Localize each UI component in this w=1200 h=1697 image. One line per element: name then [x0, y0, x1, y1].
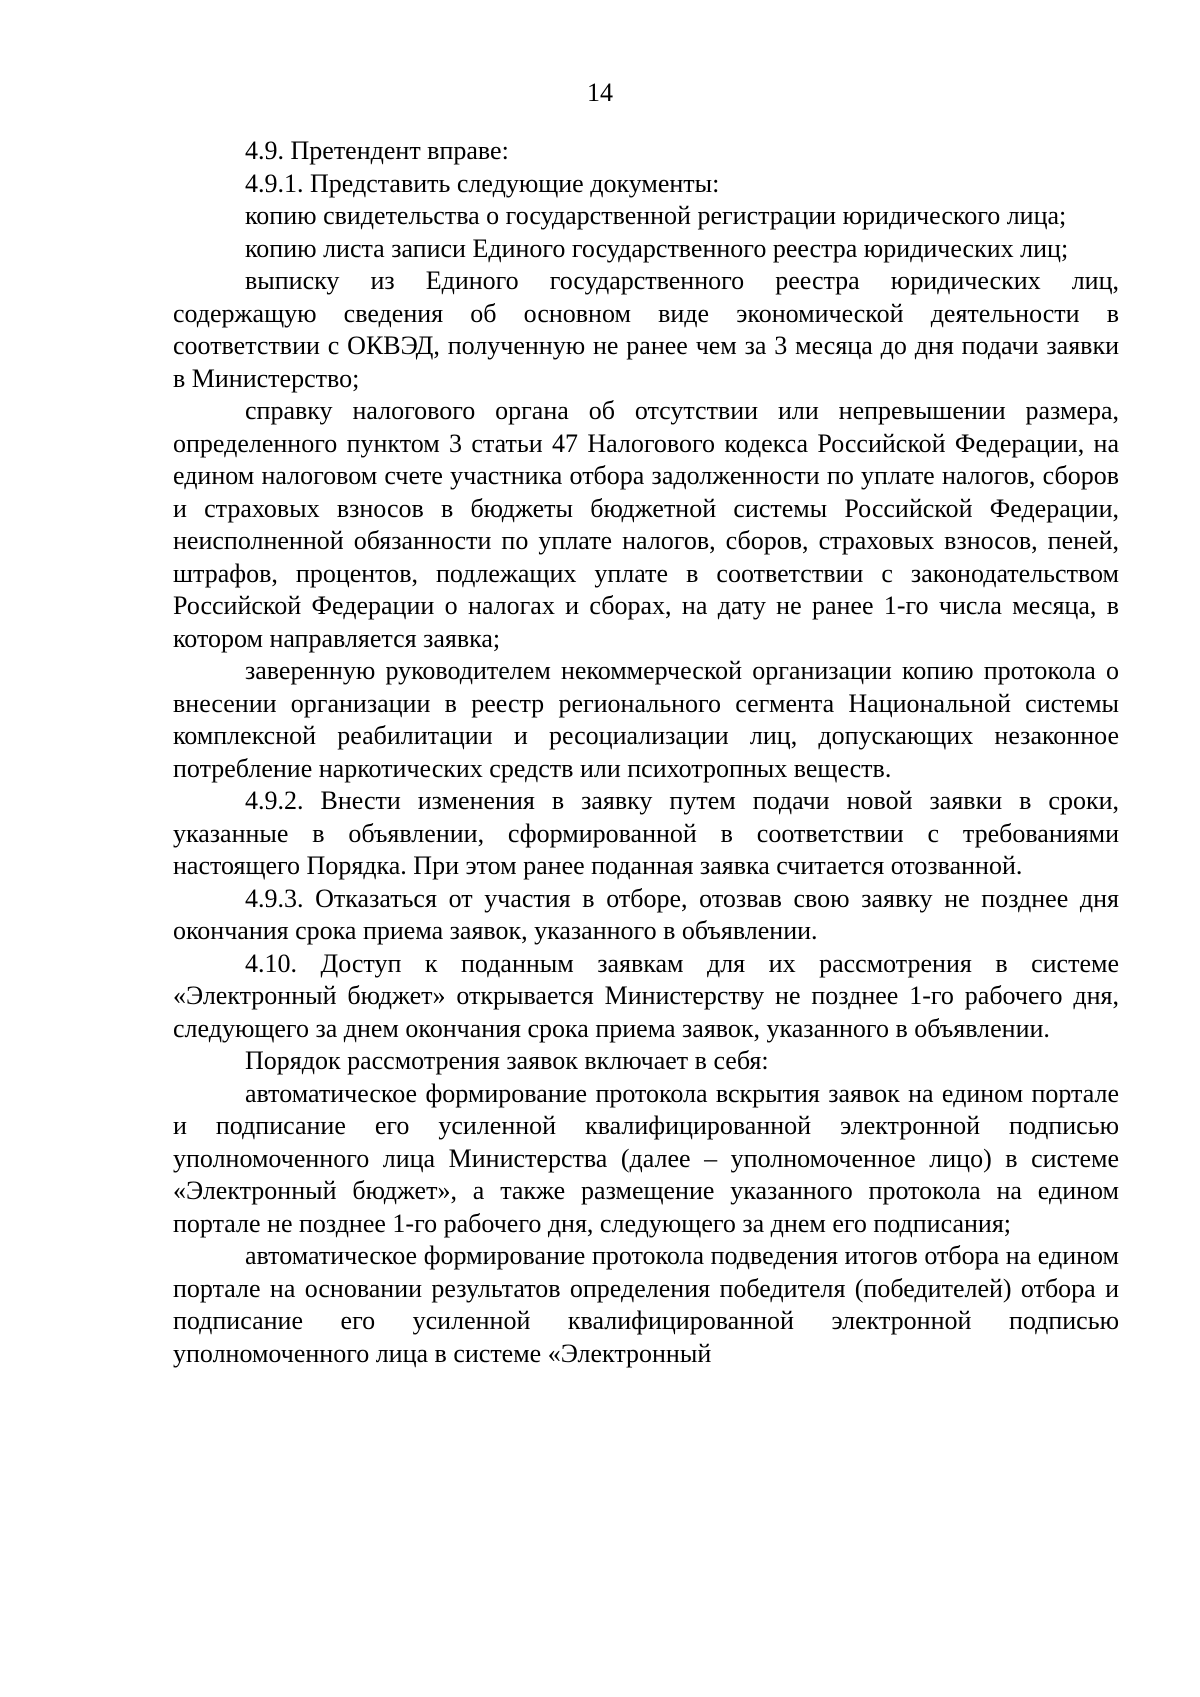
paragraph-4-9-1: 4.9.1. Представить следующие документы:: [245, 168, 720, 198]
page-number: 14: [587, 78, 613, 107]
paragraph-register-record-sheet: копию листа записи Единого государственного реестра юридических лиц;: [245, 233, 1069, 263]
paragraph-register-extract: выписку из Единого государственного реестра юридических лиц, содержащую сведения об основном виде экономической деятельности в соответствии с ОКВЭД, полученную не ранее чем за 3 месяца до дня подачи заявки в Министерство;: [173, 266, 1119, 393]
paragraph-registration-certificate: копию свидетельства о государственной регистрации юридического лица;: [245, 201, 1067, 230]
paragraph-review-procedure: Порядок рассмотрения заявок включает в себя:: [245, 1046, 769, 1075]
paragraph-opening-protocol: автоматическое формирование протокола вскрытия заявок на едином портале и подписание его усиленной квалифицированной электронной подписью уполномоченного лица Министерства (далее – уполномоченное лицо) в системе «Электронный бюджет», а также размещение указанного протокола на едином портале не позднее 1-го рабочего дня, следующего за днем его подписания;: [173, 1078, 1119, 1238]
paragraph-tax-certificate: справку налогового органа об отсутствии или непревышении размера, определенного пунктом 3 статьи 47 Налогового кодекса Российской Федерации, на едином налоговом счете участника отбора задолженности по уплате налогов, сборов и страховых взносов в бюджеты бюджетной системы Российской Федерации, неисполненной обязанности по уплате налогов, сборов, страховых взносов, пеней, штрафов, процентов, подлежащих уплате в соответствии с законодательством Российской Федерации о налогах и сборах, на дату не ранее 1-го числа месяца, в котором направляется заявка;: [173, 396, 1119, 653]
paragraph-4-9-3: 4.9.3. Отказаться от участия в отборе, отозвав свою заявку не позднее дня окончания срока приема заявок, указанного в объявлении.: [173, 883, 1119, 945]
document-body: [173, 135, 1119, 1370]
paragraph-results-protocol: автоматическое формирование протокола подведения итогов отбора на едином портале на основании результатов определения победителя (победителей) отбора и подписание его усиленной квалифицированной электронной подписью уполномоченного лица в системе «Электронный: [173, 1241, 1119, 1368]
paragraph-4-10: 4.10. Доступ к поданным заявкам для их рассмотрения в системе «Электронный бюджет» открывается Министерству не позднее 1-го рабочего дня, следующего за днем окончания срока приема заявок, указанного в объявлении.: [173, 948, 1119, 1043]
paragraph-registry-protocol: заверенную руководителем некоммерческой организации копию протокола о внесении организации в реестр регионального сегмента Национальной системы комплексной реабилитации и ресоциализации лиц, допускающих незаконное потребление наркотических средств или психотропных веществ.: [173, 656, 1119, 783]
paragraph-4-9-2: 4.9.2. Внести изменения в заявку путем подачи новой заявки в сроки, указанные в объявлении, сформированной в соответствии с требованиями настоящего Порядка. При этом ранее поданная заявка считается отозванной.: [173, 786, 1119, 880]
paragraph-4-9: 4.9. Претендент вправе:: [245, 136, 509, 165]
